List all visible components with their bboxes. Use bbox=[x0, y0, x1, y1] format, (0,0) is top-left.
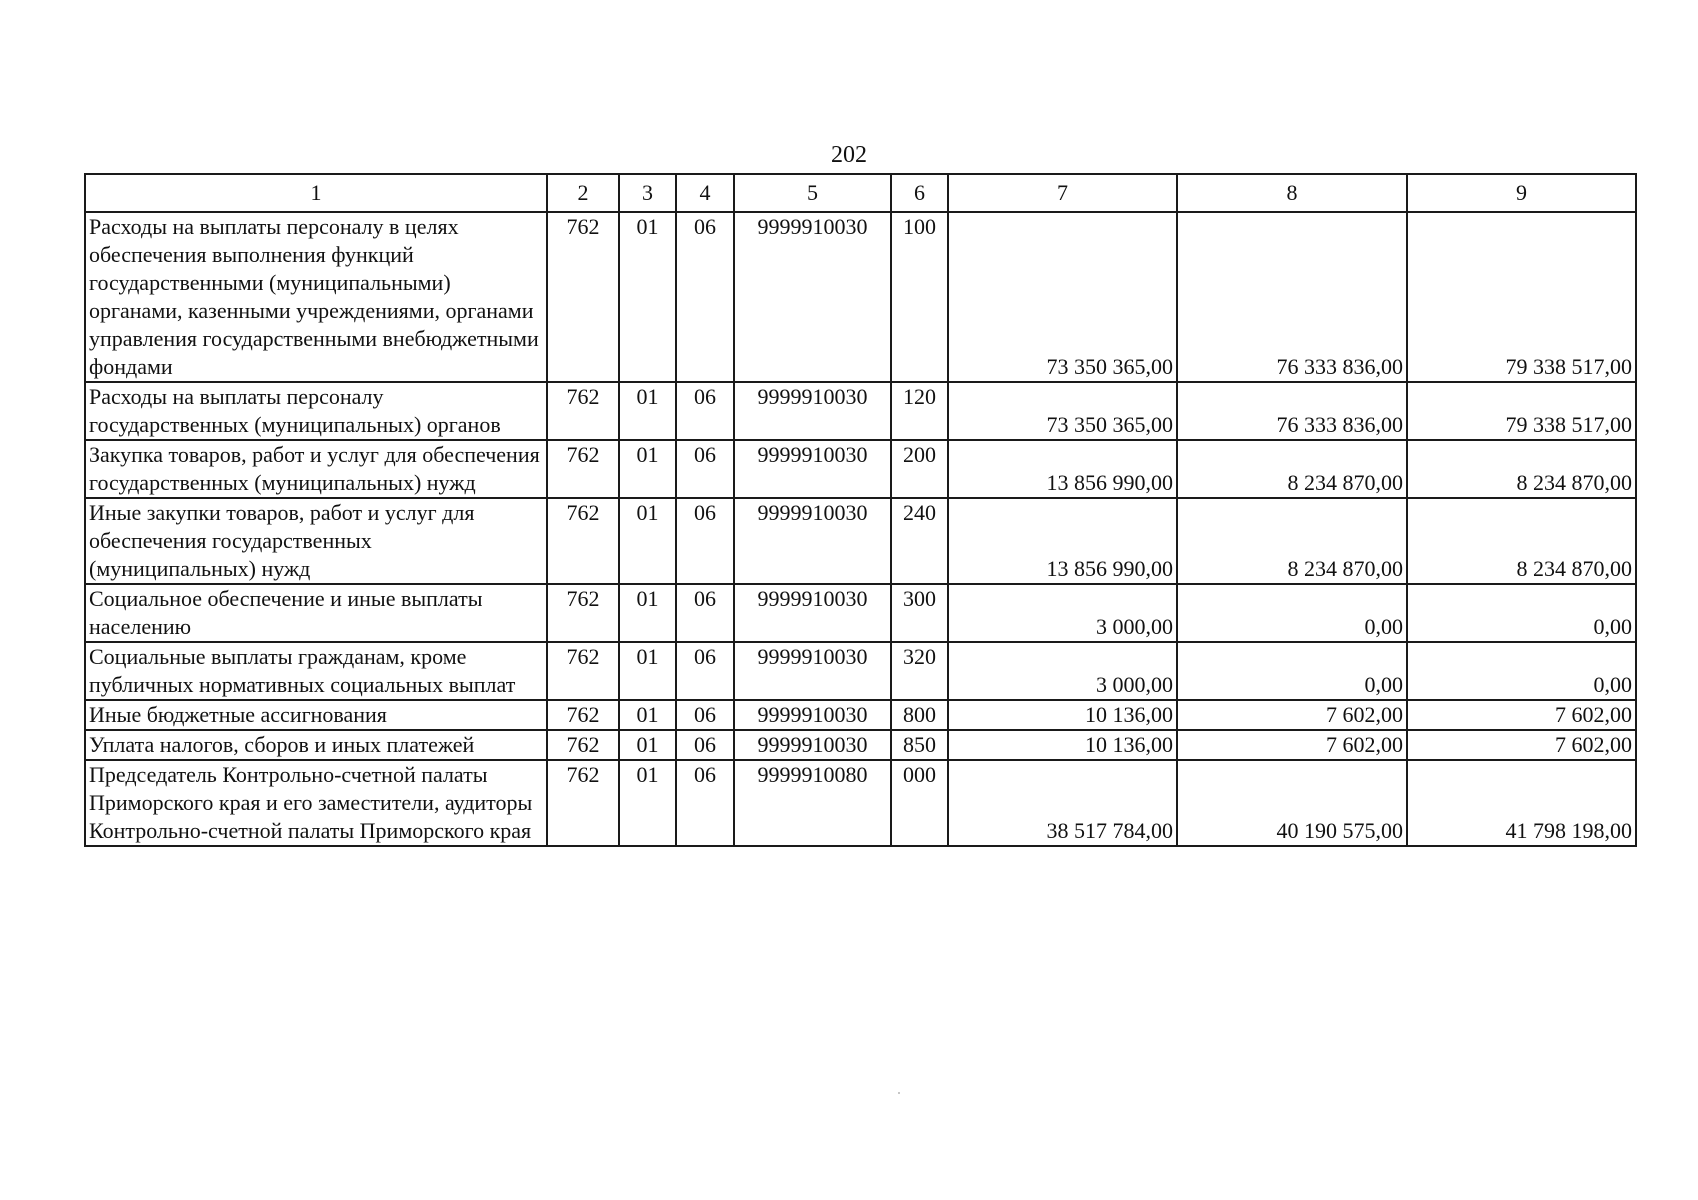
amount-col7: 13 856 990,00 bbox=[948, 440, 1177, 498]
amount-col9: 41 798 198,00 bbox=[1407, 760, 1636, 846]
column-header: 8 bbox=[1177, 174, 1407, 212]
section-code: 01 bbox=[619, 498, 676, 584]
amount-col8: 7 602,00 bbox=[1177, 700, 1407, 730]
amount-col9: 7 602,00 bbox=[1407, 700, 1636, 730]
ved-code: 762 bbox=[547, 584, 619, 642]
ved-code: 762 bbox=[547, 700, 619, 730]
subsection-code: 06 bbox=[676, 440, 734, 498]
section-code: 01 bbox=[619, 382, 676, 440]
table-row bbox=[85, 498, 1636, 584]
amount-col7: 38 517 784,00 bbox=[948, 760, 1177, 846]
table-row bbox=[85, 440, 1636, 498]
expense-type-code: 120 bbox=[891, 382, 948, 440]
row-name: Уплата налогов, сборов и иных платежей bbox=[85, 730, 547, 760]
amount-col9: 79 338 517,00 bbox=[1407, 212, 1636, 382]
expense-type-code: 100 bbox=[891, 212, 948, 382]
target-article-code: 9999910030 bbox=[734, 440, 891, 498]
budget-table bbox=[84, 173, 1637, 847]
table-row bbox=[85, 584, 1636, 642]
column-header: 3 bbox=[619, 174, 676, 212]
amount-col8: 76 333 836,00 bbox=[1177, 382, 1407, 440]
amount-col7: 10 136,00 bbox=[948, 700, 1177, 730]
ved-code: 762 bbox=[547, 498, 619, 584]
section-code: 01 bbox=[619, 642, 676, 700]
amount-col8: 76 333 836,00 bbox=[1177, 212, 1407, 382]
amount-col9: 79 338 517,00 bbox=[1407, 382, 1636, 440]
expense-type-code: 800 bbox=[891, 700, 948, 730]
section-code: 01 bbox=[619, 760, 676, 846]
table-row bbox=[85, 760, 1636, 846]
amount-col8: 8 234 870,00 bbox=[1177, 498, 1407, 584]
amount-col9: 8 234 870,00 bbox=[1407, 498, 1636, 584]
amount-col7: 13 856 990,00 bbox=[948, 498, 1177, 584]
subsection-code: 06 bbox=[676, 498, 734, 584]
section-code: 01 bbox=[619, 584, 676, 642]
amount-col7: 3 000,00 bbox=[948, 642, 1177, 700]
page-number: 202 bbox=[831, 142, 867, 168]
column-header: 7 bbox=[948, 174, 1177, 212]
amount-col7: 10 136,00 bbox=[948, 730, 1177, 760]
expense-type-code: 240 bbox=[891, 498, 948, 584]
ved-code: 762 bbox=[547, 440, 619, 498]
ved-code: 762 bbox=[547, 212, 619, 382]
subsection-code: 06 bbox=[676, 760, 734, 846]
target-article-code: 9999910030 bbox=[734, 730, 891, 760]
column-header: 6 bbox=[891, 174, 948, 212]
column-header: 1 bbox=[85, 174, 547, 212]
subsection-code: 06 bbox=[676, 584, 734, 642]
subsection-code: 06 bbox=[676, 730, 734, 760]
target-article-code: 9999910030 bbox=[734, 642, 891, 700]
row-name: Иные закупки товаров, работ и услуг для обеспечения государственных (муниципальных) нужд bbox=[85, 498, 547, 584]
amount-col8: 0,00 bbox=[1177, 584, 1407, 642]
amount-col7: 73 350 365,00 bbox=[948, 382, 1177, 440]
ved-code: 762 bbox=[547, 642, 619, 700]
row-name: Председатель Контрольно-счетной палаты Приморского края и его заместители, аудиторы Контрольно-счетной палаты Приморского края bbox=[85, 760, 547, 846]
expense-type-code: 300 bbox=[891, 584, 948, 642]
target-article-code: 9999910030 bbox=[734, 498, 891, 584]
amount-col7: 3 000,00 bbox=[948, 584, 1177, 642]
row-name: Иные бюджетные ассигнования bbox=[85, 700, 547, 730]
row-name: Закупка товаров, работ и услуг для обеспечения государственных (муниципальных) нужд bbox=[85, 440, 547, 498]
expense-type-code: 850 bbox=[891, 730, 948, 760]
section-code: 01 bbox=[619, 440, 676, 498]
row-name: Социальные выплаты гражданам, кроме публичных нормативных социальных выплат bbox=[85, 642, 547, 700]
ved-code: 762 bbox=[547, 382, 619, 440]
row-name: Социальное обеспечение и иные выплаты населению bbox=[85, 584, 547, 642]
table-row bbox=[85, 700, 1636, 730]
amount-col8: 8 234 870,00 bbox=[1177, 440, 1407, 498]
target-article-code: 9999910030 bbox=[734, 212, 891, 382]
column-header: 9 bbox=[1407, 174, 1636, 212]
amount-col9: 0,00 bbox=[1407, 642, 1636, 700]
subsection-code: 06 bbox=[676, 700, 734, 730]
amount-col7: 73 350 365,00 bbox=[948, 212, 1177, 382]
section-code: 01 bbox=[619, 700, 676, 730]
target-article-code: 9999910030 bbox=[734, 700, 891, 730]
amount-col9: 0,00 bbox=[1407, 584, 1636, 642]
amount-col8: 40 190 575,00 bbox=[1177, 760, 1407, 846]
table-row bbox=[85, 382, 1636, 440]
header-row bbox=[85, 174, 1636, 212]
section-code: 01 bbox=[619, 730, 676, 760]
column-header: 2 bbox=[547, 174, 619, 212]
column-header: 4 bbox=[676, 174, 734, 212]
scan-speck bbox=[898, 1092, 900, 1094]
amount-col9: 7 602,00 bbox=[1407, 730, 1636, 760]
row-name: Расходы на выплаты персоналу в целях обеспечения выполнения функций государственными (муниципальными) органами, казенными учреждениями, органами управления государственными внебюджетными фондами bbox=[85, 212, 547, 382]
expense-type-code: 000 bbox=[891, 760, 948, 846]
ved-code: 762 bbox=[547, 730, 619, 760]
target-article-code: 9999910080 bbox=[734, 760, 891, 846]
section-code: 01 bbox=[619, 212, 676, 382]
amount-col9: 8 234 870,00 bbox=[1407, 440, 1636, 498]
target-article-code: 9999910030 bbox=[734, 584, 891, 642]
ved-code: 762 bbox=[547, 760, 619, 846]
subsection-code: 06 bbox=[676, 642, 734, 700]
table-row bbox=[85, 212, 1636, 382]
table-row bbox=[85, 642, 1636, 700]
subsection-code: 06 bbox=[676, 212, 734, 382]
expense-type-code: 200 bbox=[891, 440, 948, 498]
expense-type-code: 320 bbox=[891, 642, 948, 700]
row-name: Расходы на выплаты персоналу государственных (муниципальных) органов bbox=[85, 382, 547, 440]
subsection-code: 06 bbox=[676, 382, 734, 440]
amount-col8: 0,00 bbox=[1177, 642, 1407, 700]
amount-col8: 7 602,00 bbox=[1177, 730, 1407, 760]
column-header: 5 bbox=[734, 174, 891, 212]
target-article-code: 9999910030 bbox=[734, 382, 891, 440]
table-row bbox=[85, 730, 1636, 760]
